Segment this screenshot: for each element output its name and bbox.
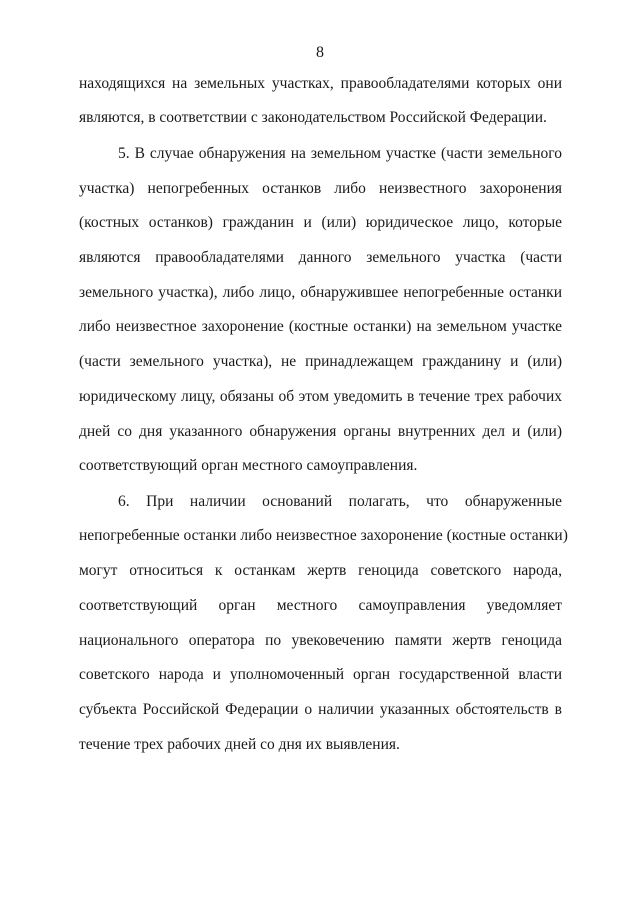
text-line: являются, в соответствии с законодательством Российской Федерации. <box>79 109 547 126</box>
text-line: дней со дня указанного обнаружения органы внутренних дел и (или) <box>79 423 562 440</box>
text-line: являются правообладателями данного земельного участка (части <box>79 249 562 266</box>
text-line: национального оператора по увековечению памяти жертв геноцида <box>79 632 562 649</box>
text-line: субъекта Российской Федерации о наличии указанных обстоятельств в <box>79 701 562 718</box>
text-line: соответствующий орган местного самоуправления уведомляет <box>79 597 562 614</box>
text-line: (части земельного участка), не принадлежащем гражданину и (или) <box>79 353 562 370</box>
text-line: непогребенные останки либо неизвестное захоронение (костные останки) <box>79 527 568 544</box>
text-line: могут относиться к останкам жертв геноцида советского народа, <box>79 562 562 579</box>
text-line: (костных останков) гражданин и (или) юридическое лицо, которые <box>79 214 562 231</box>
text-line: юридическому лицу, обязаны об этом уведомить в течение трех рабочих <box>79 388 562 405</box>
text-line: участка) непогребенных останков либо неизвестного захоронения <box>79 180 562 197</box>
text-line: течение трех рабочих дней со дня их выявления. <box>79 736 400 753</box>
text-line: либо неизвестное захоронение (костные останки) на земельном участке <box>79 318 562 335</box>
text-line: находящихся на земельных участках, правообладателями которых они <box>79 75 562 92</box>
text-line: земельного участка), либо лицо, обнаружившее непогребенные останки <box>79 284 562 301</box>
paragraph-5-first-line: 5. В случае обнаружения на земельном участке (части земельного <box>118 145 562 162</box>
text-line: советского народа и уполномоченный орган государственной власти <box>79 666 562 683</box>
page-number: 8 <box>316 44 324 61</box>
paragraph-6-first-line: 6. При наличии оснований полагать, что обнаруженные <box>118 493 562 510</box>
text-line: соответствующий орган местного самоуправления. <box>79 457 418 474</box>
